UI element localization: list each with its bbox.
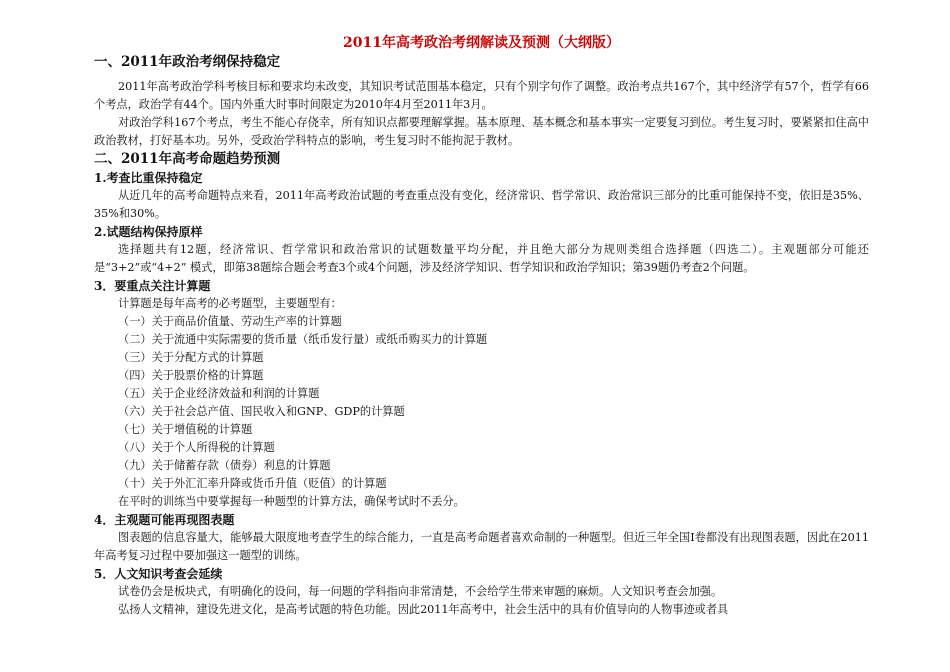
subsection-3-intro: 计算题是每年高考的必考题型，主要题型有： xyxy=(118,297,342,310)
subsection-3-heading: 3．要重点关注计算题 xyxy=(94,279,211,293)
subsection-3-outro: 在平时的训练当中要掌握每一种题型的计算方法，确保考试时不丢分。 xyxy=(118,495,465,508)
section-1-heading: 一、2011年政治考纲保持稳定 xyxy=(94,54,281,70)
section-1-paragraph-1: 2011年高考政治学科考核目标和要求均未改变，其知识考试范围基本稳定，只有个别字句作了调整。政治考点共167个，其中经济学有57个，哲学有66个考点，政治学有44个。国内外重大时事时间限定为2010年4月至2011年3月。 xyxy=(94,80,869,111)
subsection-1-heading: 1.考查比重保持稳定 xyxy=(94,171,203,185)
subsection-5-paragraph-1: 试卷仍会是板块式，有明确化的设问，每一问题的学科指向非常清楚，不会给学生带来审题的麻烦。人文知识考查会加强。 xyxy=(118,585,723,598)
calc-type-item: （八）关于个人所得税的计算题 xyxy=(118,441,275,454)
section-1-paragraph-2: 对政治学科167个考点，考生不能心存侥幸，所有知识点都要理解掌握。基本原理、基本概念和基本事实一定要复习到位。考生复习时，要紧紧扣住高中政治教材，打好基本功。另外，受政治学科特点的影响，考生复习时不能拘泥于教材。 xyxy=(94,116,869,147)
calc-type-item: （四）关于股票价格的计算题 xyxy=(118,369,264,382)
calc-type-item: （十）关于外汇汇率升降或货币升值（贬值）的计算题 xyxy=(118,477,387,490)
subsection-4-heading: 4．主观题可能再现图表题 xyxy=(94,513,235,527)
subsection-1-paragraph: 从近几年的高考命题特点来看，2011年高考政治试题的考查重点没有变化，经济常识、哲学常识、政治常识三部分的比重可能保持不变，依旧是35%、35%和30%。 xyxy=(94,189,869,220)
calc-type-item: （二）关于流通中实际需要的货币量（纸币发行量）或纸币购买力的计算题 xyxy=(118,333,488,346)
calc-type-item: （三）关于分配方式的计算题 xyxy=(118,351,264,364)
calc-type-item: （一）关于商品价值量、劳动生产率的计算题 xyxy=(118,315,342,328)
document-page xyxy=(94,34,869,619)
calc-type-item: （九）关于储蓄存款（债券）利息的计算题 xyxy=(118,459,331,472)
calc-type-item: （六）关于社会总产值、国民收入和GNP、GDP的计算题 xyxy=(118,405,405,418)
section-2-heading: 二、2011年高考命题趋势预测 xyxy=(94,151,281,167)
subsection-2-heading: 2.试题结构保持原样 xyxy=(94,225,203,239)
subsection-4-paragraph: 图表题的信息容量大，能够最大限度地考查学生的综合能力，一直是高考命题者喜欢命制的一种题型。但近三年全国Ⅰ卷都没有出现图表题，因此在2011年高考复习过程中要加强这一题型的训练。 xyxy=(94,531,869,562)
subsection-5-paragraph-2: 弘扬人文精神，建设先进文化，是高考试题的特色功能。因此2011年高考中，社会生活中的具有价值导向的人物事迹或者具 xyxy=(118,603,729,616)
subsection-2-paragraph: 选择题共有12题，经济常识、哲学常识和政治常识的试题数量平均分配，并且绝大部分为规则类组合选择题（四选二）。主观题部分可能还是“3+2”或“4+2” 模式，即第38题综合题会考查3个或4个问题，涉及经济学知识、哲学知识和政治学知识；第39题仍考查2个问题。 xyxy=(94,243,869,274)
calc-type-item: （七）关于增值税的计算题 xyxy=(118,423,253,436)
document-title: 2011年高考政治考纲解读及预测（大纲版） xyxy=(343,35,620,51)
calc-type-item: （五）关于企业经济效益和利润的计算题 xyxy=(118,387,320,400)
subsection-5-heading: 5．人文知识考查会延续 xyxy=(94,567,223,581)
